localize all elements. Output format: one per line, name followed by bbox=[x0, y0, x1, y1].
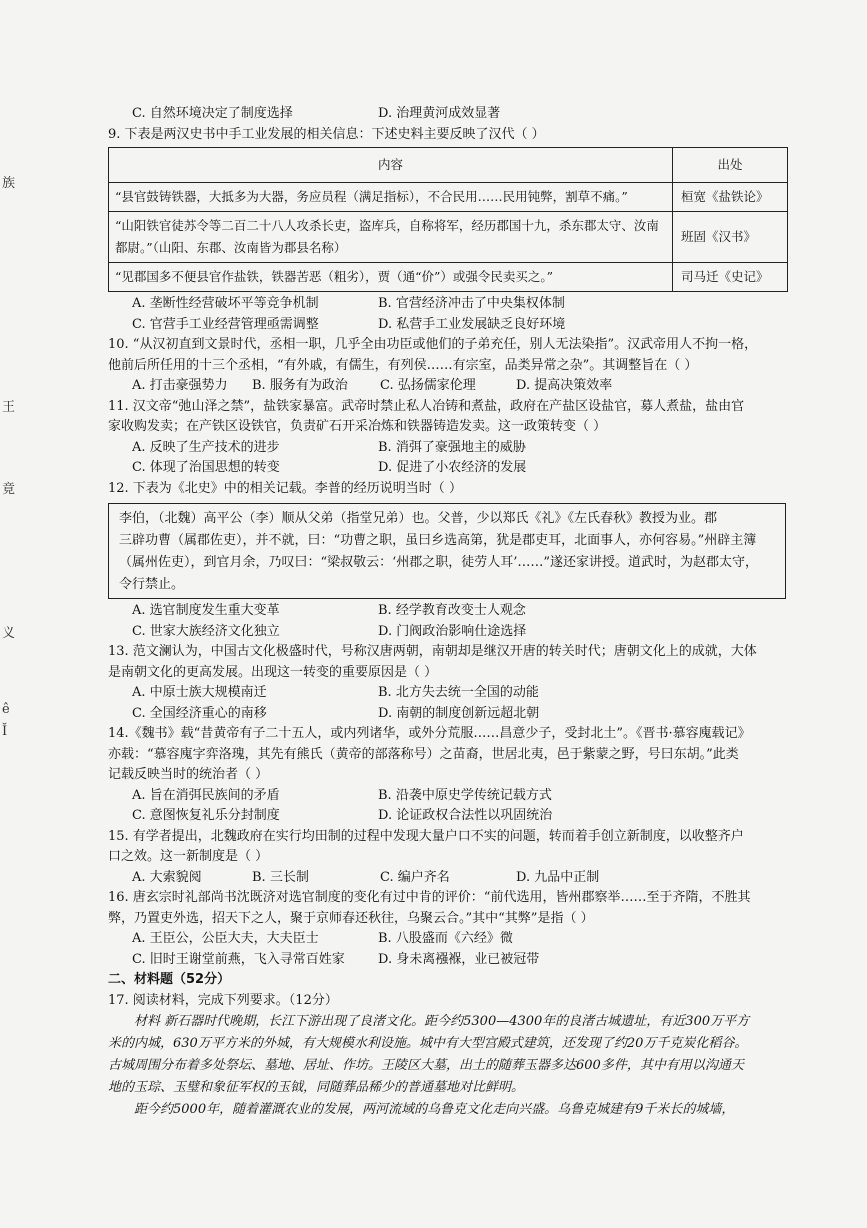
q10-stem-line: 他前后所任用的十三个丞相，“有外戚，有儒生，有列侯……有宗室，品类异常之杂”。其调整旨在（ ） bbox=[108, 357, 698, 373]
option-b[interactable]: B. 官营经济冲击了中央集权体制 bbox=[378, 296, 565, 311]
table-header-row bbox=[109, 148, 788, 183]
q13-stem-line: 13. 范文澜认为，中国古文化极盛时代，号称汉唐两朝，南朝却是继汉开唐的转关时代；唐朝文化上的成就，大体 bbox=[108, 644, 757, 659]
q11-stem-line: 家收购发卖；在产铁区设铁官，负责矿石开采冶炼和铁器铸造发卖。这一政策转变（ ） bbox=[108, 419, 607, 434]
q11-options-cd bbox=[108, 458, 790, 479]
option-a[interactable]: A. 旨在消弭民族间的矛盾 bbox=[132, 787, 280, 803]
option-b[interactable]: B. 八股盛而《六经》微 bbox=[378, 931, 513, 946]
row-content: “见郡国多不便县官作盐铁，铁器苦恶（粗劣），贾（通“价”）或强令民卖买之。” bbox=[109, 263, 673, 292]
option-b[interactable]: B. 经学教育改变士人观念 bbox=[378, 603, 526, 618]
option-d[interactable]: D. 治理黄河成效显著 bbox=[378, 106, 501, 121]
q14-stem-line: 记载反映当时的统治者（ ） bbox=[108, 767, 269, 782]
q16-stem-line: 弊，乃置吏外选，招天下之人，聚于京师春还秋往，乌聚云合。”其中“其弊”是指（ ） bbox=[108, 910, 594, 926]
option-b[interactable]: B. 沿袭中原史学传统记载方式 bbox=[378, 787, 552, 803]
header-source: 出处 bbox=[673, 148, 788, 183]
option-d[interactable]: D. 促进了小农经济的发展 bbox=[378, 460, 527, 475]
option-a[interactable]: A. 选官制度发生重大变革 bbox=[132, 603, 280, 618]
margin-mark: 竟 bbox=[2, 482, 16, 497]
q9-options-ab bbox=[108, 294, 790, 315]
margin-mark: 义 bbox=[2, 626, 16, 641]
material-line: 米的内城，630万平方米的外城，有大规模水利设施。城中有大型宫殿式建筑，还发现了约20万千克炭化稻谷。 bbox=[108, 1036, 748, 1051]
q10-stem-line: 10. “从汉初直到文景时代，丞相一职，几乎全由功臣或他们的子弟充任，别人无法染指”。汉武帝用人不拘一格， bbox=[108, 337, 758, 352]
option-c[interactable]: C. 体现了治国思想的转变 bbox=[132, 460, 280, 475]
q14-options-cd bbox=[108, 806, 790, 827]
q17-material bbox=[108, 1011, 788, 1121]
box-line: 令行禁止。 bbox=[119, 577, 185, 592]
table-row bbox=[109, 263, 788, 292]
option-b[interactable]: B. 三长制 bbox=[252, 869, 309, 885]
q14-stem-line: 亦载：“慕容廆字弈洛瑰，其先有熊氏（黄帝的部落称号）之苗裔，世居北夷，邑于紫蒙之野，号曰东胡。”此类 bbox=[108, 746, 739, 762]
material-line: 距今约5000年，随着灌溉农业的发展，两河流域的乌鲁克文化走向兴盛。乌鲁克城建有9千米长的城墙， bbox=[134, 1102, 735, 1117]
row-content: “县官鼓铸铁器，大抵多为大器，务应员程（满足指标），不合民用……民用钝弊，割草不痛。” bbox=[109, 183, 673, 212]
option-a[interactable]: A. 打击豪强势力 bbox=[132, 378, 228, 393]
row-source: 桓宽《盐铁论》 bbox=[673, 183, 788, 212]
q13-options-ab bbox=[108, 683, 790, 704]
exam-content bbox=[108, 104, 790, 1121]
option-b[interactable]: B. 消弭了豪强地主的威胁 bbox=[378, 439, 526, 455]
option-c[interactable]: C. 全国经济重心的南移 bbox=[132, 705, 267, 721]
option-b[interactable]: B. 北方失去统一全国的动能 bbox=[378, 685, 539, 700]
q15-stem-line: 15. 有学者提出，北魏政府在实行均田制的过程中发现大量户口不实的问题，转而着手创立新制度，以收整齐户 bbox=[108, 828, 744, 844]
box-line: 三辟功曹（属郡佐吏），并不就，曰：“功曹之职，虽曰乡选高第，犹是郡吏耳，北面事人，亦何容易。”州辟主簿 bbox=[119, 533, 757, 548]
q9-table bbox=[108, 147, 788, 292]
header-content: 内容 bbox=[109, 148, 673, 183]
q17-stem: 17. 阅读材料，完成下列要求。（12分） bbox=[108, 992, 338, 1008]
margin-mark: ê bbox=[2, 702, 10, 717]
q16-stem-line: 16. 唐玄宗时礼部尚书沈既济对选官制度的变化有过中肯的评价：“前代选用，皆州郡察举……至于齐隋，不胜其 bbox=[108, 890, 751, 905]
option-a[interactable]: A. 大索貌阅 bbox=[132, 869, 202, 885]
q14-options-ab bbox=[108, 786, 790, 807]
option-d[interactable]: D. 身未离襁褓，业已被冠带 bbox=[378, 951, 540, 967]
option-c[interactable]: C. 自然环境决定了制度选择 bbox=[132, 106, 293, 121]
material-line: 材料 新石器时代晚期，长江下游出现了良渚文化。距今约5300—4300年的良渚古城遗址，有近300万平方 bbox=[134, 1014, 750, 1029]
margin-mark: 王 bbox=[2, 400, 16, 415]
q12-options-ab bbox=[108, 601, 790, 622]
q8-options bbox=[108, 104, 790, 125]
box-line: 李伯，（北魏）高平公（李）顺从父弟（指堂兄弟）也。父普，少以郑氏《礼》《左氏春秋》教授为业。郡 bbox=[119, 511, 718, 526]
table-row bbox=[109, 212, 788, 263]
q9-stem: 9. 下表是两汉史书中手工业发展的相关信息：下述史料主要反映了汉代（ ） bbox=[108, 126, 545, 142]
option-a[interactable]: A. 中原士族大规模南迁 bbox=[132, 685, 267, 700]
option-d[interactable]: D. 南朝的制度创新远超北朝 bbox=[378, 705, 540, 721]
q12-stem: 12. 下表为《北史》中的相关记载。李普的经历说明当时（ ） bbox=[108, 480, 462, 496]
row-content: “山阳铁官徒苏令等二百二十八人攻杀长吏，盗库兵，自称将军，经历郡国十九，杀东郡太守、汝南都尉。”（山阳、东郡、汝南皆为郡县名称） bbox=[109, 212, 673, 263]
option-c[interactable]: C. 弘扬儒家伦理 bbox=[380, 378, 476, 393]
table-row bbox=[109, 183, 788, 212]
option-d[interactable]: D. 九品中正制 bbox=[516, 869, 600, 885]
q10-options bbox=[108, 376, 790, 397]
q16-options-cd bbox=[108, 950, 790, 971]
q13-options-cd bbox=[108, 704, 790, 725]
row-source: 司马迁《史记》 bbox=[673, 263, 788, 292]
q13-stem-line: 是南朝文化的更高发展。出现这一转变的重要原因是（ ） bbox=[108, 664, 438, 680]
section-heading: 二、材料题（52分） bbox=[108, 972, 231, 987]
option-a[interactable]: A. 王臣公，公臣大夫，大夫臣士 bbox=[132, 931, 319, 946]
margin-mark: 族 bbox=[2, 176, 16, 191]
option-d[interactable]: D. 论证政权合法性以巩固统治 bbox=[378, 808, 553, 823]
option-a[interactable]: A. 反映了生产技术的进步 bbox=[132, 439, 280, 455]
option-c[interactable]: C. 官营手工业经营管理亟需调整 bbox=[132, 316, 319, 332]
q9-options-cd bbox=[108, 315, 790, 336]
row-source: 班固《汉书》 bbox=[673, 212, 788, 263]
box-line: （属州佐吏），到官月余，乃叹曰：“梁叔敬云：‘州郡之职，徒劳人耳’……”遂还家讲授。道武时，为赵郡太守， bbox=[119, 555, 759, 570]
q11-options-ab bbox=[108, 438, 790, 459]
q15-stem-line: 口之效。这一新制度是（ ） bbox=[108, 849, 269, 864]
margin-mark: Ĭ bbox=[2, 724, 8, 739]
material-line: 古城周围分布着多处祭坛、墓地、居址、作坊。王陵区大墓，出土的随葬玉器多达600多件，其中有用以沟通天 bbox=[108, 1058, 744, 1073]
q11-stem-line: 11. 汉文帝“弛山泽之禁”，盐铁家暴富。武帝时禁止私人冶铸和煮盐，政府在产盐区设盐官，募人煮盐，盐由官 bbox=[108, 398, 745, 414]
option-d[interactable]: D. 私营手工业发展缺乏良好环境 bbox=[378, 316, 566, 332]
option-c[interactable]: C. 旧时王谢堂前燕，飞入寻常百姓家 bbox=[132, 951, 345, 967]
option-c[interactable]: C. 世家大族经济文化独立 bbox=[132, 623, 280, 639]
q12-options-cd bbox=[108, 622, 790, 643]
option-c[interactable]: C. 编户齐名 bbox=[380, 869, 450, 885]
q12-source-box bbox=[108, 503, 786, 599]
option-c[interactable]: C. 意图恢复礼乐分封制度 bbox=[132, 808, 280, 823]
option-b[interactable]: B. 服务有为政治 bbox=[252, 378, 348, 393]
option-d[interactable]: D. 门阀政治影响仕途选择 bbox=[378, 623, 527, 639]
q16-options-ab bbox=[108, 929, 790, 950]
option-d[interactable]: D. 提高决策效率 bbox=[516, 378, 613, 393]
option-a[interactable]: A. 垄断性经营破坏平等竞争机制 bbox=[132, 296, 319, 311]
q15-options bbox=[108, 868, 790, 889]
material-line: 地的玉琮、玉璧和象征军权的玉钺，同随葬品稀少的普通墓地对比鲜明。 bbox=[108, 1080, 525, 1095]
q14-stem-line: 14.《魏书》载“昔黄帝有子二十五人，或内列诸华，或外分荒服……昌意少子，受封北土”。《晋书·慕容廆载记》 bbox=[108, 726, 751, 741]
